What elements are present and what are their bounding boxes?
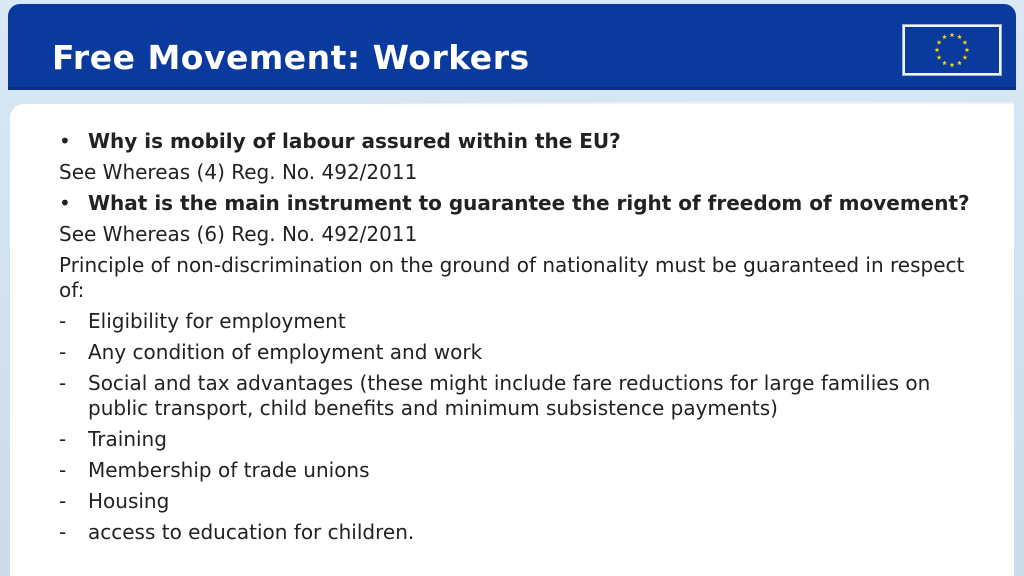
list-item-text: access to education for children. (88, 520, 415, 544)
slide-body (59, 129, 989, 545)
list-item (59, 427, 989, 452)
question-text: Why is mobily of labour assured within the EU? (88, 129, 621, 153)
list-marker: • (59, 191, 71, 215)
list-item (59, 458, 989, 483)
list-item (59, 489, 989, 514)
page-title: Free Movement: Workers (52, 38, 530, 77)
eu-flag-icon (902, 24, 1002, 76)
list-item (59, 309, 989, 334)
reference-text: See Whereas (4) Reg. No. 492/2011 (59, 160, 418, 184)
list-item (59, 222, 989, 247)
list-marker: • (59, 129, 71, 153)
list-item (59, 371, 989, 421)
reference-text: See Whereas (6) Reg. No. 492/2011 (59, 222, 418, 246)
list-marker: - (59, 489, 67, 513)
paragraph-text: Principle of non-discrimination on the ground of nationality must be guaranteed in respect of: (59, 253, 965, 302)
list-marker: - (59, 340, 67, 364)
list-item (59, 520, 989, 545)
list-marker: - (59, 520, 67, 544)
list-item-text: Eligibility for employment (88, 309, 346, 333)
list-marker: - (59, 427, 67, 451)
list-item (59, 129, 989, 154)
list-item-text: Any condition of employment and work (88, 340, 483, 364)
list-marker: - (59, 458, 67, 482)
list-item-text: Membership of trade unions (88, 458, 370, 482)
list-item-text: Social and tax advantages (these might include fare reductions for large families on public transport, child benefits and minimum subsistence payments) (88, 371, 931, 420)
list-item-text: Training (88, 427, 167, 451)
list-item (59, 160, 989, 185)
list-marker: - (59, 371, 67, 395)
list-item (59, 253, 989, 303)
list-item-text: Housing (88, 489, 170, 513)
question-text: What is the main instrument to guarantee the right of freedom of movement? (88, 191, 970, 215)
list-marker: - (59, 309, 67, 333)
list-item (59, 340, 989, 365)
list-item (59, 191, 989, 216)
